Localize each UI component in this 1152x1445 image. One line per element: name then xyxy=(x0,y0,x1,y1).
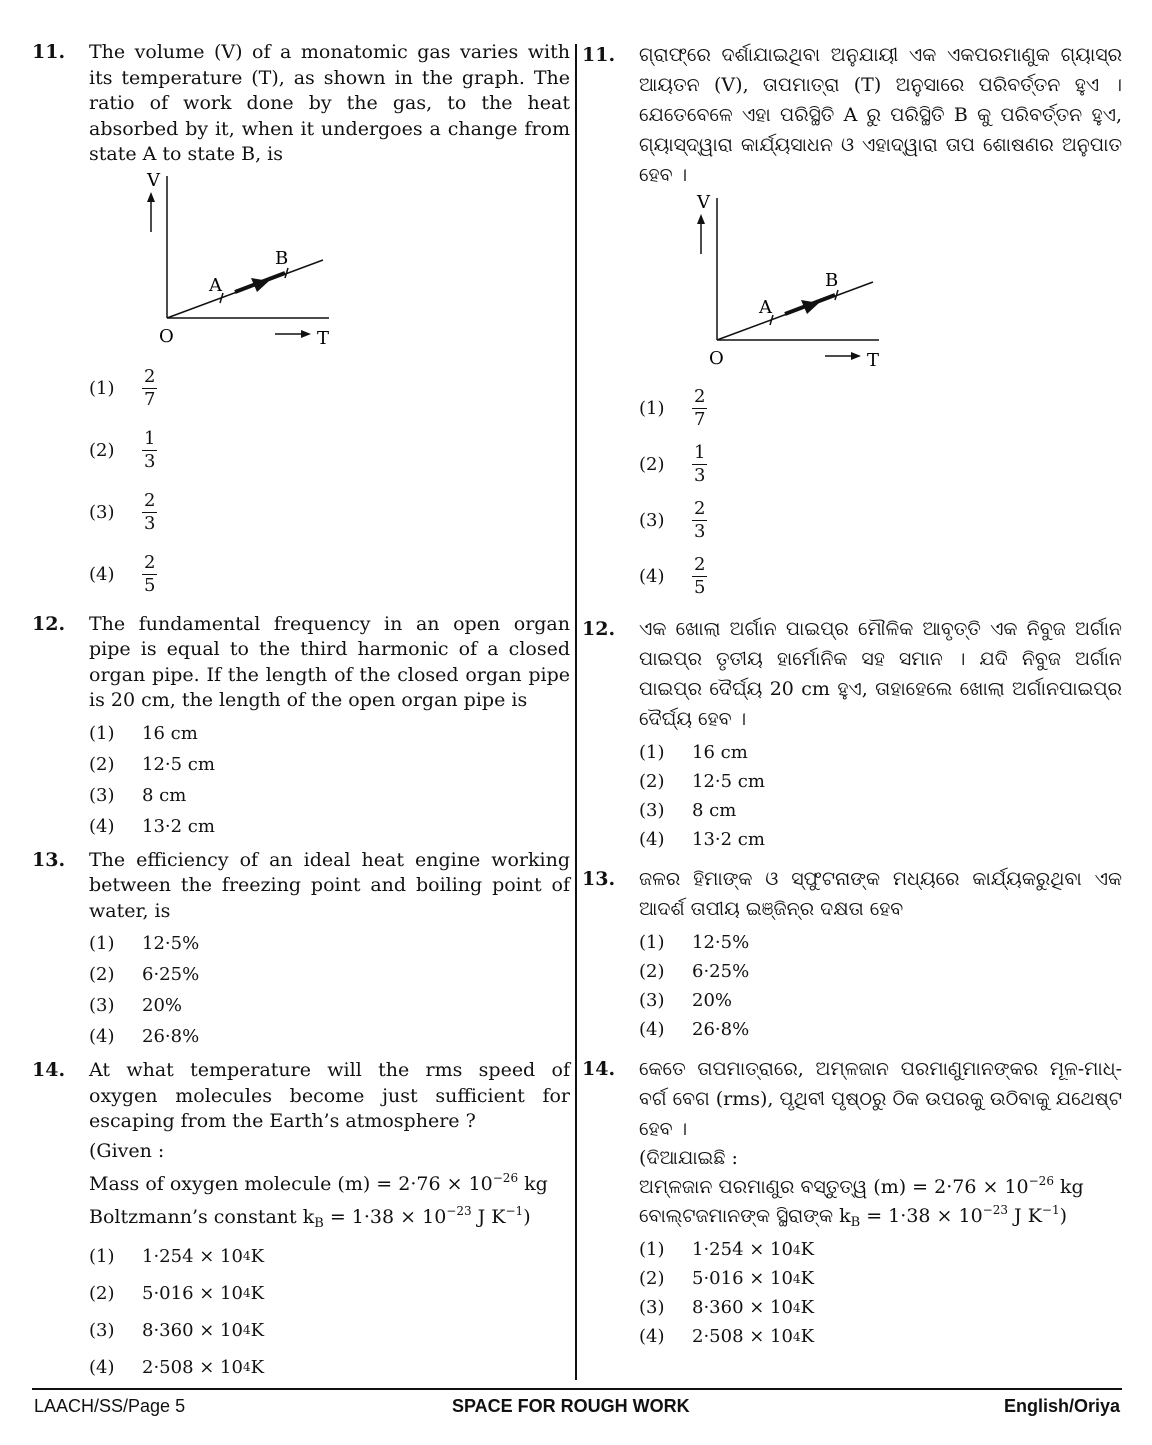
option-4[interactable]: (4) $\frac{2}{5}$ xyxy=(639,553,706,598)
option-2[interactable]: (2) 12·5 cm xyxy=(639,771,765,792)
fraction: $\frac{2}{3}$ xyxy=(144,490,156,534)
given-label: (ଦିଆଯାଇଛି : xyxy=(639,1147,738,1169)
option-3[interactable]: (3) 8 cm xyxy=(89,784,187,806)
left-column xyxy=(32,40,570,1392)
question-number: 13. xyxy=(32,848,66,871)
graph-b-label: B xyxy=(275,247,289,269)
column-divider xyxy=(575,44,577,1380)
question-number: 11. xyxy=(32,41,66,63)
option-4[interactable]: (4) $\frac{2}{5}$ xyxy=(89,552,156,596)
option-4[interactable]: (4) 26·8% xyxy=(639,1019,750,1040)
option-2[interactable]: (2) 5·016 × 10 4 K xyxy=(639,1268,815,1289)
graph-v-label: V xyxy=(697,194,710,213)
question-text: କେତେ ତାପମାତ୍ରାରେ, ଅମ୍ଳଜାନ ପରମାଣୁମାନଙ୍କର ମୂଳ-ମାଧ୍-ବର୍ଗ ବେଗ (rms), ପୃଥିବୀ ପୃଷ୍ଠରୁ ଠିକ ଉପରକୁ ଉଠିବାକୁ ଯଥେଷ୍ଟ ହେବ । xyxy=(639,1058,1122,1140)
question-12-oriya xyxy=(582,614,1122,854)
question-text: The volume (V) of a monatomic gas varies with its temperature (T), as shown in the graph. The ratio of work done by the gas, to the heat absorbed by it, when it undergoes a change from state A to state B, is xyxy=(89,41,570,165)
option-4[interactable]: (4) 2·508 × 10 4 K xyxy=(89,1356,265,1378)
question-number: 12. xyxy=(582,618,616,640)
option-2[interactable]: (2) 6·25% xyxy=(89,964,200,985)
option-2[interactable]: (2) $\frac{1}{3}$ xyxy=(639,441,706,486)
question-number: 14. xyxy=(582,1058,616,1080)
option-1[interactable]: (1) 16 cm xyxy=(89,722,198,744)
option-3[interactable]: (3) $\frac{2}{3}$ xyxy=(89,490,156,534)
question-number: 11. xyxy=(582,44,616,66)
question-text: The fundamental frequency in an open organ pipe is equal to the third harmonic of a closed organ pipe. If the length of the closed organ pipe is 20 cm, the length of the open organ pipe is xyxy=(89,612,570,711)
option-3[interactable]: (3) 20% xyxy=(89,995,183,1016)
options xyxy=(639,1235,1122,1351)
option-1[interactable]: (1) $\frac{2}{7}$ xyxy=(639,385,706,430)
option-4[interactable]: (4) 13·2 cm xyxy=(639,829,765,850)
footer-rough-work: SPACE FOR ROUGH WORK xyxy=(452,1396,690,1416)
options xyxy=(639,380,1122,604)
question-11 xyxy=(32,40,570,606)
fraction: $\frac{2}{7}$ xyxy=(694,385,706,430)
fraction: $\frac{2}{5}$ xyxy=(694,553,706,598)
given-mass: ଅମ୍ଳଜାନ ପରମାଣୁର ବସ୍ତୁତ୍ୱ $(m) = 2\cdot 76 \times 10^{-26}$ kg xyxy=(639,1174,1084,1198)
options xyxy=(89,358,570,606)
fraction: $\frac{2}{7}$ xyxy=(144,366,156,410)
fraction: $\frac{2}{5}$ xyxy=(144,552,156,596)
option-2[interactable]: (2) $\frac{1}{3}$ xyxy=(89,428,156,472)
graph-b-label: B xyxy=(825,270,839,291)
given-mass: Mass of oxygen molecule $(m) = 2\cdot 76 \times 10^{-26}$ kg xyxy=(89,1170,548,1195)
option-1[interactable]: (1) 12·5% xyxy=(639,932,750,953)
option-1[interactable]: (1) 1·254 × 10 4 K xyxy=(639,1239,815,1260)
question-text: The efficiency of an ideal heat engine working between the freezing point and boiling point of water, is xyxy=(89,848,570,922)
footer-page-code: LAACH/SS/Page 5 xyxy=(34,1396,186,1416)
graph-origin-label: O xyxy=(159,325,174,347)
given-boltzmann: ବୋଲ୍‌ଟଜମାନଙ୍କ ସ୍ଥିରାଙ୍କ $k_B = 1\cdot 38 \times 10^{-23}$ J $K^{-1}$) xyxy=(639,1203,1068,1230)
option-1[interactable]: (1) 12·5% xyxy=(89,933,200,954)
fraction: $\frac{1}{3}$ xyxy=(144,428,156,472)
option-3[interactable]: (3) 8·360 × 10 4 K xyxy=(639,1297,815,1318)
question-13 xyxy=(32,848,570,1053)
given-boltzmann: Boltzmann’s constant $k_B = 1\cdot 38 \times 10^{-23}$ J $K^{-1}$) xyxy=(89,1203,531,1231)
question-12 xyxy=(32,612,570,842)
option-2[interactable]: (2) 12·5 cm xyxy=(89,753,215,775)
volume-temperature-graph xyxy=(639,194,1122,376)
question-14 xyxy=(32,1058,570,1386)
right-column xyxy=(582,40,1122,1357)
option-4[interactable]: (4) 26·8% xyxy=(89,1026,200,1047)
option-1[interactable]: (1) 16 cm xyxy=(639,742,748,763)
option-3[interactable]: (3) 8·360 × 10 4 K xyxy=(89,1319,265,1341)
option-4[interactable]: (4) 2·508 × 10 4 K xyxy=(639,1326,815,1347)
option-2[interactable]: (2) 5·016 × 10 4 K xyxy=(89,1282,265,1304)
graph-a-label: A xyxy=(209,274,222,296)
options xyxy=(89,1238,570,1386)
question-text: ଗ୍ରାଫ୍‌ରେ ଦର୍ଶାଯାଇଥିବା ଅନୁଯାୟୀ ଏକ ଏକପରମାଣୁକ ଗ୍ୟାସ୍‌ର ଆୟତନ (V), ତାପମାତ୍ରା (T) ଅନୁସାରେ ପରିବର୍ତ୍ତନ ହୁଏ । ଯେତେବେଳେ ଏହା ପରିସ୍ଥିତି A ରୁ ପରିସ୍ଥିତି B କୁ ପରିବର୍ତ୍ତନ ହୁଏ, ଗ୍ୟାସ୍‌ଦ୍ୱାରା କାର୍ଯ୍ୟସାଧନ ଓ ଏହାଦ୍ୱାରା ତାପ ଶୋଷଣର ଅନୁପାତ ହେବ । xyxy=(639,44,1122,186)
fraction: $\frac{2}{3}$ xyxy=(694,497,706,542)
options xyxy=(639,738,1122,854)
option-2[interactable]: (2) 6·25% xyxy=(639,961,750,982)
question-number: 14. xyxy=(32,1059,66,1081)
option-3[interactable]: (3) $\frac{2}{3}$ xyxy=(639,497,706,542)
question-13-oriya xyxy=(582,864,1122,1044)
footer-rule xyxy=(32,1388,1122,1390)
graph-t-label: T xyxy=(867,350,880,371)
question-number: 12. xyxy=(32,612,66,635)
graph-a-label: A xyxy=(759,297,772,318)
question-11-oriya xyxy=(582,40,1122,604)
options xyxy=(89,928,570,1052)
graph-t-label: T xyxy=(317,327,330,349)
footer-language: English/Oriya xyxy=(1003,1396,1120,1416)
question-number: 13. xyxy=(582,868,616,890)
graph-v-label: V xyxy=(147,171,160,191)
option-1[interactable]: (1) $\frac{2}{7}$ xyxy=(89,366,156,410)
question-text: At what temperature will the rms speed of oxygen molecules become just sufficient for escaping from the Earth’s atmosphere ? xyxy=(89,1059,570,1132)
option-4[interactable]: (4) 13·2 cm xyxy=(89,815,215,837)
option-3[interactable]: (3) 20% xyxy=(639,990,733,1011)
question-text: ଏକ ଖୋଲା ଅର୍ଗାନ ପାଇପ୍‌ର ମୌଳିକ ଆବୃତ୍ତି ଏକ ନିବୁଜ ଅର୍ଗାନ ପାଇପ୍‌ର ତୃତୀୟ ହାର୍ମୋନିକ ସହ ସମାନ । ଯଦି ନିବୁଜ ଅର୍ଗାନ ପାଇପ୍‌ର ଦୈର୍ଘ୍ୟ 20 cm ହୁଏ, ତାହାହେଲେ ଖୋଲା ଅର୍ଗାନପାଇପ୍‌ର ଦୈର୍ଘ୍ୟ ହେବ । xyxy=(639,618,1122,730)
volume-temperature-graph xyxy=(89,172,570,354)
given-label: (Given : xyxy=(89,1139,165,1162)
graph-origin-label: O xyxy=(709,348,724,369)
question-text: ଜଳର ହିମାଙ୍କ ଓ ସ୍ଫୁଟନାଙ୍କ ମଧ୍ୟରେ କାର୍ଯ୍ୟକରୁଥିବା ଏକ ଆଦର୍ଶ ତାପୀୟ ଇଞ୍ଜିନ୍‌ର ଦକ୍ଷତା ହେବ xyxy=(639,868,1122,920)
options xyxy=(89,718,570,842)
option-3[interactable]: (3) 8 cm xyxy=(639,800,737,821)
options xyxy=(639,928,1122,1044)
fraction: $\frac{1}{3}$ xyxy=(694,441,706,486)
question-14-oriya xyxy=(582,1054,1122,1351)
option-1[interactable]: (1) 1·254 × 10 4 K xyxy=(89,1245,265,1267)
